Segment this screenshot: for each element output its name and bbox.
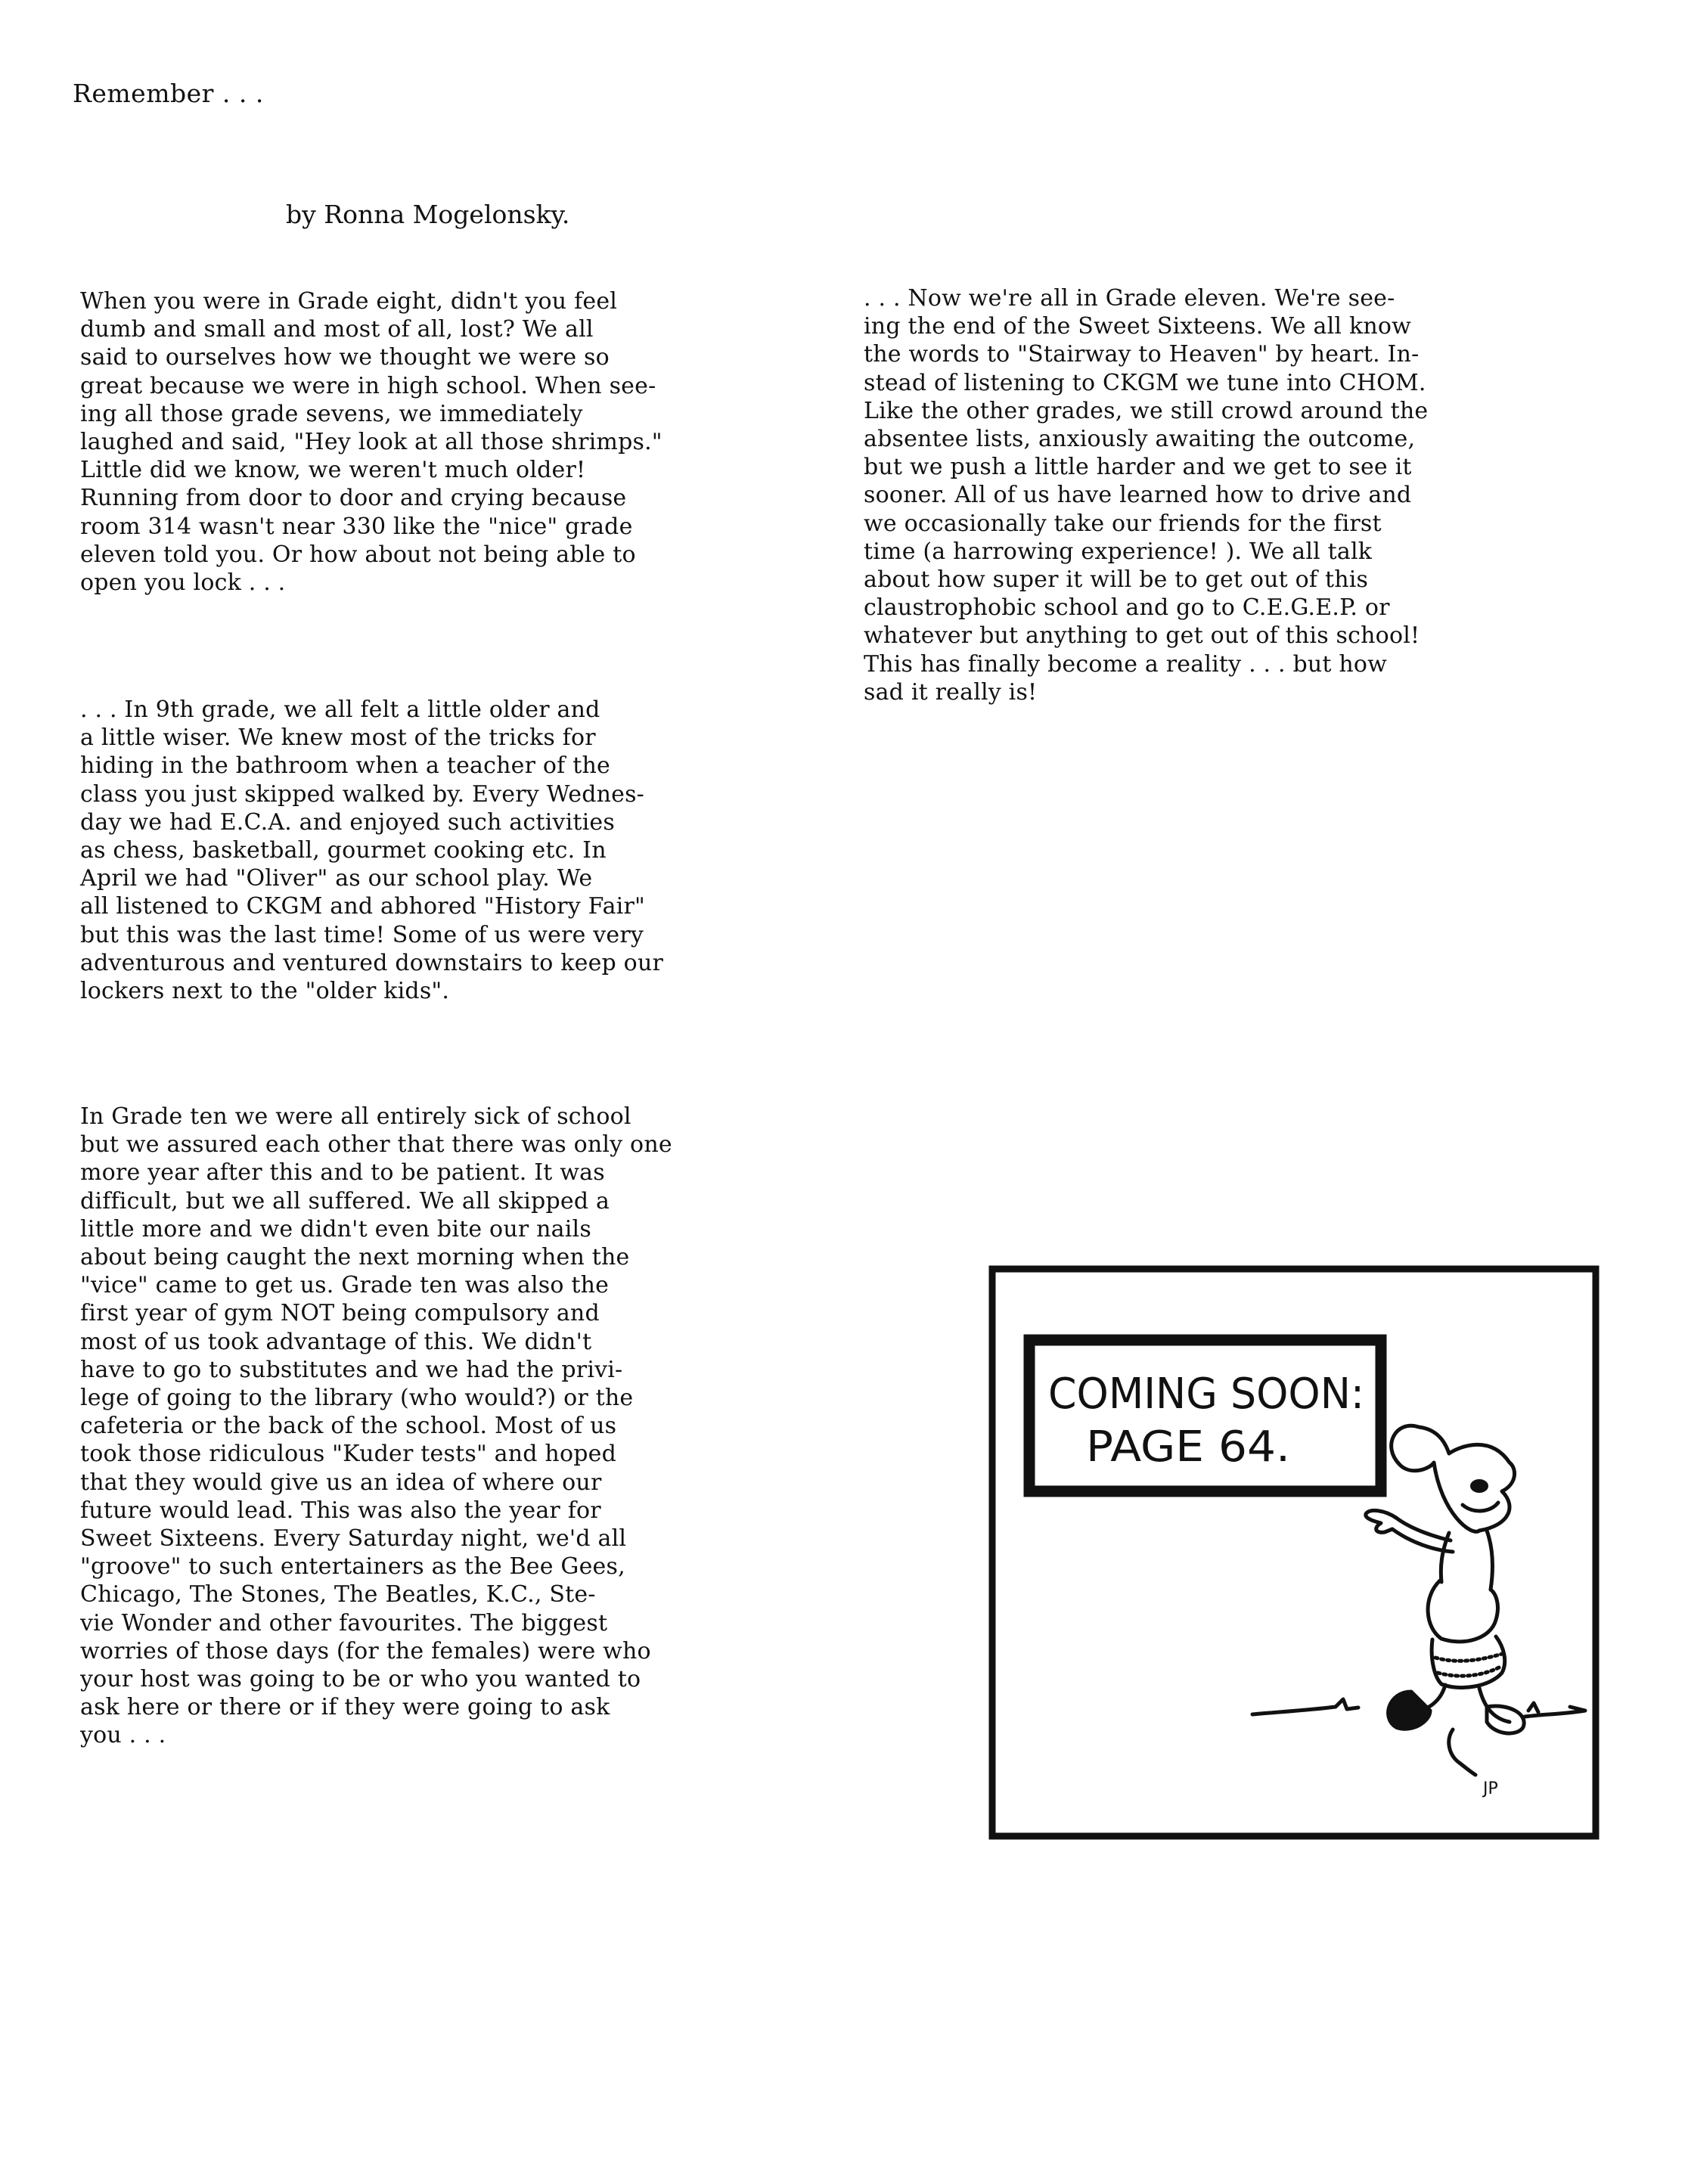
paragraph-grade-eleven: . . . Now we're all in Grade eleven. We're see- ing the end of the Sweet Sixteens. We all know the words to "Stairway to Heaven" by heart. In- stead of listening to CKGM we tune into CHOM. Like the other grades, we still crowd around the absentee lists, anxiously awaiting the outcome, but we push a little harder and we get to see it sooner. All of us have learned how to drive and we occasionally take our friends for the first time (a harrowing experience! ). We all talk about how super it will be to get out of this claustrophobic school and go to C.E.G.E.P. or whatever but anything to get out of this school! This has finally become a reality . . . but how sad it really is! bbox=[864, 285, 1429, 706]
paragraph-grade-ten: In Grade ten we were all entirely sick of school but we assured each other that there was only one more year after this and to be patient. It was difficult, but we all suffered. We all skipped a little more and we didn't even bite our nails about being caught the next morning when the "vice" came to get us. Grade ten was also the first year of gym NOT being compulsory and most of us took advantage of this. We didn't have to go to substitutes and we had the privi- lege of going to the library (who would?) or the cafeteria or the back of the school. Most of us took those ridiculous "Kuder tests" and hoped that they would give us an idea of where our future would lead. This was also the year for Sweet Sixteens. Every Saturday night, we'd all "groove" to such entertainers as the Bee Gees, Chicago, The Stones, The Beatles, K.C., Ste- vie Wonder and other favourites. The biggest worries of those days (for the females) were who your host was going to be or who you wanted to ask here or there or if they were going to ask you . . . bbox=[80, 1103, 672, 1749]
sign-line-2: PAGE 64. bbox=[1086, 1422, 1290, 1472]
artist-signature: JP bbox=[1483, 1779, 1498, 1798]
author-byline: by Ronna Mogelonsky. bbox=[286, 200, 570, 229]
sign-line-1: COMING SOON: bbox=[1048, 1370, 1364, 1419]
paragraph-grade-eight: When you were in Grade eight, didn't you feel dumb and small and most of all, lost? We all said to ourselves how we thought we were so great because we were in high school. When see- ing all those grade sevens, we immediately laughed and said, "Hey look at all those shrimps." Little did we know, we weren't much older! Running from door to door and crying because room 314 wasn't near 330 like the "nice" grade eleven told you. Or how about not being able to open you lock . . . bbox=[80, 288, 662, 597]
cartoon-drawing bbox=[988, 1264, 1600, 1841]
coming-soon-cartoon bbox=[988, 1264, 1600, 1841]
paragraph-grade-nine: . . . In 9th grade, we all felt a little older and a little wiser. We knew most of the tricks for hiding in the bathroom when a teacher of the class you just skipped walked by. Every Wednes- day we had E.C.A. and enjoyed such activities as chess, basketball, gourmet cooking etc. In April we had "Oliver" as our school play. We all listened to CKGM and abhored "History Fair" but this was the last time! Some of us were very adventurous and ventured downstairs to keep our lockers next to the "older kids". bbox=[80, 696, 664, 1005]
page-heading: Remember . . . bbox=[73, 79, 264, 108]
